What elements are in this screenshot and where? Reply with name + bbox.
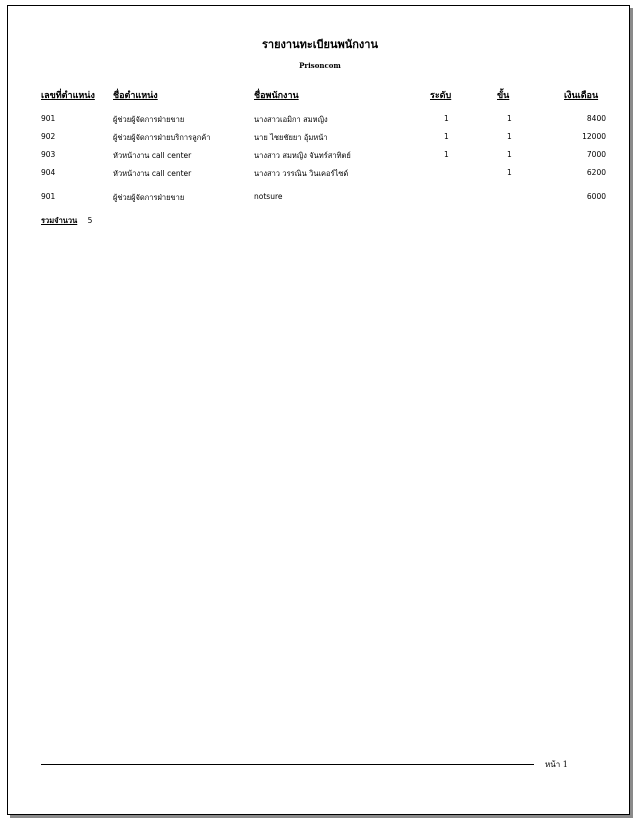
header-salary: เงินเดือน [564, 91, 599, 101]
cell-step: 1 [507, 132, 512, 141]
header-level: ระดับ [430, 91, 452, 101]
cell-step: 1 [507, 150, 512, 159]
cell-position-name: หัวหน้างาน call center [113, 169, 192, 178]
header-position-name: ชื่อตำแหน่ง [113, 91, 158, 101]
footer-divider [41, 764, 534, 765]
cell-salary: 6000 [586, 192, 606, 201]
cell-salary: 8400 [586, 114, 606, 123]
cell-salary: 12000 [582, 132, 606, 141]
cell-employee-name: นาย ไชยชัยยา อุ้มหน้า [254, 133, 328, 142]
record-count-value: 5 [87, 216, 93, 225]
cell-employee-name: notsure [254, 192, 283, 201]
cell-position-code: 903 [41, 150, 56, 159]
cell-position-code: 902 [41, 132, 56, 141]
cell-position-name: ผู้ช่วยผู้จัดการฝ่ายขาย [113, 193, 185, 202]
report-title: รายงานทะเบียนพนักงาน [262, 38, 378, 51]
cell-salary: 6200 [586, 168, 606, 177]
cell-step: 1 [507, 168, 512, 177]
cell-level: 1 [444, 114, 449, 123]
cell-employee-name: นางสาว สมหญิง จันทร์สาทิตย์ [254, 151, 351, 160]
cell-step: 1 [507, 114, 512, 123]
record-count-summary [41, 215, 92, 227]
page-number: หน้า 1 [545, 760, 568, 769]
page-frame [7, 5, 630, 815]
cell-salary: 7000 [586, 150, 606, 159]
header-position-code: เลขที่ตำแหน่ง [41, 91, 95, 101]
cell-position-code: 901 [41, 114, 56, 123]
cell-employee-name: นางสาวเอมิกา สมหญิง [254, 115, 328, 124]
header-employee-name: ชื่อพนักงาน [254, 91, 299, 101]
cell-position-code: 901 [41, 192, 56, 201]
cell-position-name: หัวหน้างาน call center [113, 151, 192, 160]
cell-position-code: 904 [41, 168, 56, 177]
header-step: ขั้น [497, 91, 510, 101]
cell-employee-name: นางสาว วรรณิน วินเคอร์ไซด์ [254, 169, 349, 178]
report-subtitle: Prisoncom [299, 61, 341, 70]
cell-level: 1 [444, 132, 449, 141]
cell-level: 1 [444, 150, 449, 159]
record-count-label: รวมจำนวน [41, 216, 78, 225]
cell-position-name: ผู้ช่วยผู้จัดการฝ่ายขาย [113, 115, 185, 124]
cell-position-name: ผู้ช่วยผู้จัดการฝ่ายบริการลูกค้า [113, 133, 211, 142]
